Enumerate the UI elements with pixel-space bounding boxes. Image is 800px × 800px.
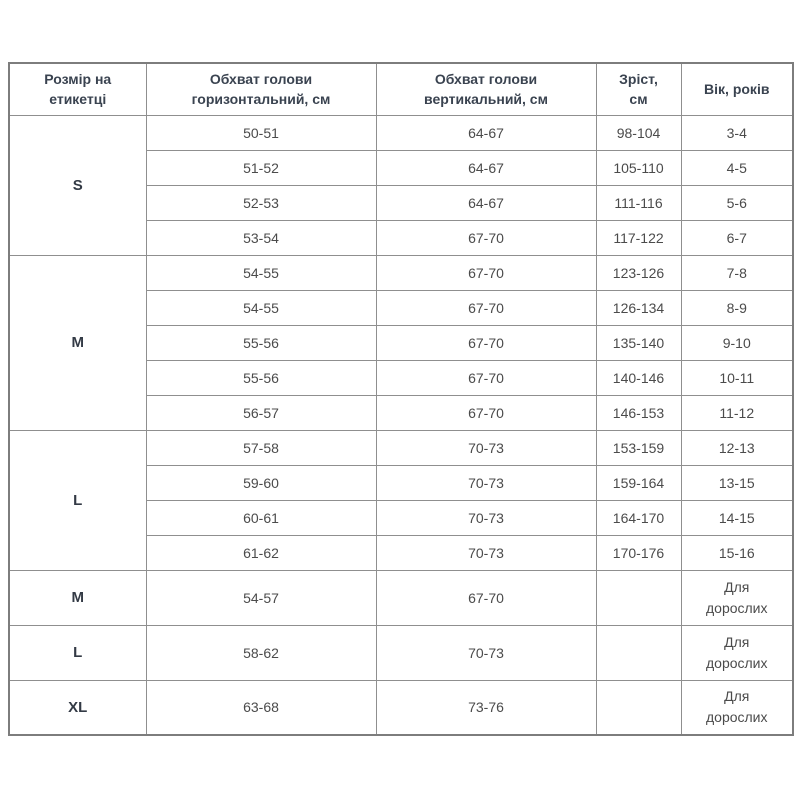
data-cell: 53-54 xyxy=(146,220,376,255)
data-cell: 14-15 xyxy=(681,500,793,535)
data-cell: 98-104 xyxy=(596,115,681,150)
data-cell: 50-51 xyxy=(146,115,376,150)
data-cell xyxy=(596,625,681,680)
data-cell: 55-56 xyxy=(146,325,376,360)
data-cell: 13-15 xyxy=(681,465,793,500)
size-chart-container xyxy=(8,62,794,736)
data-cell xyxy=(596,570,681,625)
table-row xyxy=(9,115,793,150)
header-label-size: Розмір на етикетці xyxy=(44,71,112,108)
data-cell: 70-73 xyxy=(376,535,596,570)
size-cell: L xyxy=(9,430,146,570)
table-row xyxy=(9,570,793,625)
data-cell: 6-7 xyxy=(681,220,793,255)
data-cell: 67-70 xyxy=(376,290,596,325)
size-cell: XL xyxy=(9,680,146,735)
data-cell: 70-73 xyxy=(376,465,596,500)
data-cell: 67-70 xyxy=(376,570,596,625)
header-cell-size xyxy=(9,63,146,115)
data-cell: 4-5 xyxy=(681,150,793,185)
data-cell: 146-153 xyxy=(596,395,681,430)
size-cell: S xyxy=(9,115,146,255)
size-cell: M xyxy=(9,255,146,430)
adult-age-label: Для дорослих xyxy=(705,633,768,671)
data-cell: 9-10 xyxy=(681,325,793,360)
data-cell: 11-12 xyxy=(681,395,793,430)
data-cell: 54-55 xyxy=(146,255,376,290)
data-cell xyxy=(681,680,793,735)
data-cell: 58-62 xyxy=(146,625,376,680)
data-cell: 123-126 xyxy=(596,255,681,290)
data-cell: 63-68 xyxy=(146,680,376,735)
data-cell: 105-110 xyxy=(596,150,681,185)
data-cell: 3-4 xyxy=(681,115,793,150)
header-label-height: Зріст, см xyxy=(619,71,658,108)
header-label-horizontal: Обхват голови горизонтальний, см xyxy=(191,71,331,108)
data-cell xyxy=(681,625,793,680)
data-cell: 70-73 xyxy=(376,625,596,680)
data-cell: 64-67 xyxy=(376,115,596,150)
data-cell: 52-53 xyxy=(146,185,376,220)
data-cell: 159-164 xyxy=(596,465,681,500)
data-cell: 12-13 xyxy=(681,430,793,465)
data-cell: 170-176 xyxy=(596,535,681,570)
data-cell: 67-70 xyxy=(376,360,596,395)
data-cell: 111-116 xyxy=(596,185,681,220)
adult-age-label: Для дорослих xyxy=(705,578,768,616)
table-row xyxy=(9,255,793,290)
header-cell-horizontal xyxy=(146,63,376,115)
size-cell: M xyxy=(9,570,146,625)
data-cell: 67-70 xyxy=(376,395,596,430)
data-cell: 70-73 xyxy=(376,430,596,465)
data-cell: 5-6 xyxy=(681,185,793,220)
data-cell: 8-9 xyxy=(681,290,793,325)
data-cell: 164-170 xyxy=(596,500,681,535)
data-cell: 15-16 xyxy=(681,535,793,570)
data-cell: 59-60 xyxy=(146,465,376,500)
adult-age-label: Для дорослих xyxy=(705,688,768,726)
data-cell: 73-76 xyxy=(376,680,596,735)
data-cell: 61-62 xyxy=(146,535,376,570)
data-cell: 54-57 xyxy=(146,570,376,625)
header-row xyxy=(9,63,793,115)
data-cell: 54-55 xyxy=(146,290,376,325)
data-cell: 55-56 xyxy=(146,360,376,395)
data-cell: 67-70 xyxy=(376,325,596,360)
size-chart-table xyxy=(8,62,794,736)
table-row xyxy=(9,430,793,465)
data-cell xyxy=(596,680,681,735)
data-cell: 64-67 xyxy=(376,185,596,220)
header-cell-age xyxy=(681,63,793,115)
data-cell: 60-61 xyxy=(146,500,376,535)
table-row xyxy=(9,680,793,735)
data-cell: 117-122 xyxy=(596,220,681,255)
data-cell: 7-8 xyxy=(681,255,793,290)
data-cell: 64-67 xyxy=(376,150,596,185)
table-row xyxy=(9,625,793,680)
data-cell: 56-57 xyxy=(146,395,376,430)
data-cell: 67-70 xyxy=(376,220,596,255)
data-cell: 153-159 xyxy=(596,430,681,465)
data-cell: 70-73 xyxy=(376,500,596,535)
data-cell: 135-140 xyxy=(596,325,681,360)
header-label-age: Вік, років xyxy=(704,81,770,98)
data-cell: 140-146 xyxy=(596,360,681,395)
header-cell-height xyxy=(596,63,681,115)
header-label-vertical: Обхват голови вертикальний, см xyxy=(424,71,548,108)
data-cell: 10-11 xyxy=(681,360,793,395)
data-cell: 51-52 xyxy=(146,150,376,185)
header-cell-vertical xyxy=(376,63,596,115)
data-cell: 57-58 xyxy=(146,430,376,465)
data-cell xyxy=(681,570,793,625)
data-cell: 126-134 xyxy=(596,290,681,325)
size-cell: L xyxy=(9,625,146,680)
data-cell: 67-70 xyxy=(376,255,596,290)
